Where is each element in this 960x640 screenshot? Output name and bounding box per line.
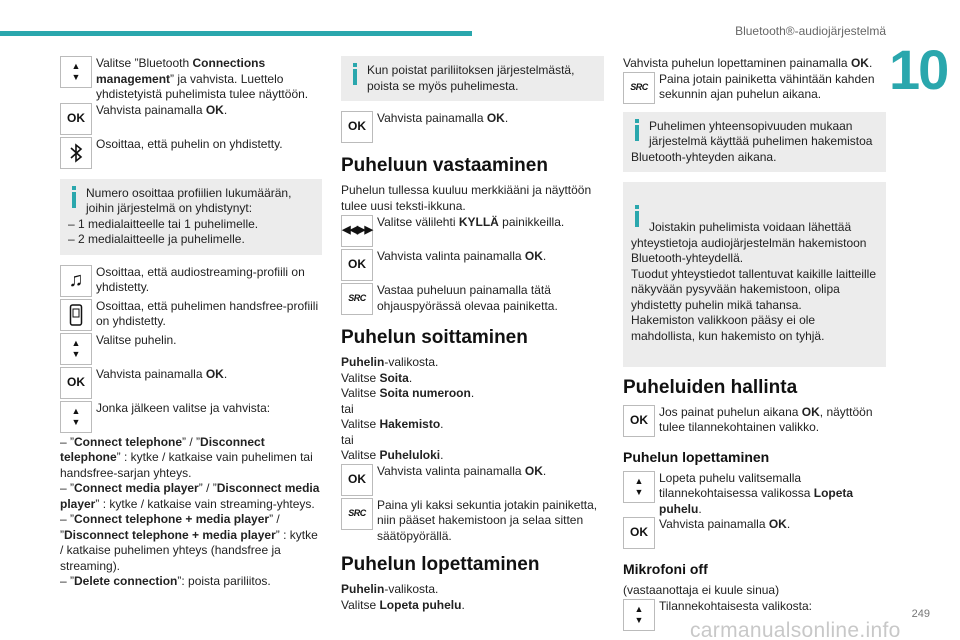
up-down-arrows-icon: ▲ ▼	[60, 333, 92, 365]
step-select-connections: ▲ ▼ Valitse ”Bluetooth Connections management” ja vahvista. Luettelo yhdistetyistä puhelimista tulee näyttöön.	[60, 56, 322, 103]
ok-button-icon: OK	[341, 111, 373, 143]
step-confirm-answer: OK Vahvista valinta painamalla OK.	[341, 249, 604, 283]
option-connect-telephone: – ”Connect telephone” / ”Disconnect telephone” : kytke / katkaise vain puhelimen tai handsfree-sarjan yhteys.	[60, 434, 313, 480]
info-box-contacts: Joistakin puhelimista voidaan lähettää yhteystietoja audiojärjestelmän hakemistoon Bluetooth-yhteydellä. Tuodut yhteystiedot tallentuvat kaikille laitteille näkyvään pysyvään hakemistoon, olipa yhdistetty puhelin mikä tahansa. Hakemiston valikkoon pääsy ei ole mahdollista, kun hakemisto on tyhjä.	[623, 182, 886, 367]
page-header-title: Bluetooth®-audiojärjestelmä	[735, 24, 886, 38]
end-menu-line: Puhelin-valikosta.	[341, 582, 439, 596]
answer-intro: Puhelun tullessa kuuluu merkkiääni ja näyttöön tulee uusi teksti-ikkuna.	[341, 183, 592, 213]
heading-end-call-sub: Puhelun lopettaminen	[623, 448, 770, 465]
left-right-arrows-icon: ◀◀▶▶	[341, 215, 373, 247]
option-connect-both: – ”Connect telephone + media player” / ”Disconnect telephone + media player” : kytke / katkaise puhelimen yhteys (handsfree ja streaming).	[60, 512, 318, 573]
call-select-call: Valitse Soita.	[341, 370, 413, 385]
step-confirm-end: OK Vahvista painamalla OK.	[623, 517, 886, 551]
step-select-phone: ▲ ▼ Valitse puhelin.	[60, 333, 322, 367]
option-delete-connection: – ”Delete connection”: poista pariliitos.	[60, 574, 271, 588]
or-text: tai	[341, 401, 354, 416]
info-icon	[349, 63, 361, 87]
up-down-arrows-icon: ▲ ▼	[623, 471, 655, 503]
ok-button-icon: OK	[60, 367, 92, 399]
info-box-profiles: Numero osoittaa profiilien lukumäärän, joihin järjestelmä on yhdistynyt: – 1 medialaitteelle tai 1 puhelimelle. – 2 medialaitteelle ja puhelimelle.	[60, 179, 322, 255]
heading-mic-off: Mikrofoni off	[623, 561, 708, 577]
step-select-yes: ◀◀▶▶ Valitse välilehti KYLLÄ painikkeilla.	[341, 215, 604, 249]
column-3	[623, 56, 886, 633]
call-select-number: Valitse Soita numeroon.	[341, 386, 475, 400]
music-note-icon: ♫	[60, 265, 92, 297]
option-connect-media: – ”Connect media player” / ”Disconnect media player” : kytke / katkaise vain streaming-yhteys.	[60, 481, 320, 511]
end-select-line: Valitse Lopeta puhelu.	[341, 597, 465, 612]
step-mic-context: ▲ ▼ Tilannekohtaisesta valikosta:	[623, 599, 886, 633]
info-box-remove-pairing: Kun poistat pariliitoksen järjestelmästä, poista se myös puhelimesta.	[341, 56, 604, 101]
step-confirm-ok: OK Vahvista painamalla OK.	[60, 103, 322, 137]
step-select-end-call: ▲ ▼ Lopeta puhelu valitsemalla tilannekohtaisessa valikossa Lopeta puhelu.	[623, 471, 886, 518]
heading-make-call: Puhelun soittaminen	[341, 327, 528, 348]
heading-answer-call: Puheluun vastaaminen	[341, 155, 548, 176]
end-confirm-text: Vahvista puhelun lopettaminen painamalla OK.	[623, 56, 873, 70]
step-handsfree: Osoittaa, että puhelimen handsfree-profiili on yhdistetty.	[60, 299, 322, 333]
step-confirm-call: OK Vahvista valinta painamalla OK.	[341, 464, 604, 498]
step-confirm-ok: OK Vahvista painamalla OK.	[341, 111, 604, 145]
step-steering-directory: SRC Paina yli kaksi sekuntia jotakin painiketta, niin pääset hakemistoon ja selaa sitten säätöpyörällä.	[341, 498, 604, 545]
mobile-phone-icon	[60, 299, 92, 331]
ok-button-icon: OK	[623, 517, 655, 549]
or-text: tai	[341, 432, 354, 447]
info-icon	[68, 186, 80, 210]
src-steering-button-icon: SRC	[341, 498, 373, 530]
step-confirm-ok-2: OK Vahvista painamalla OK.	[60, 367, 322, 401]
step-audio-streaming: ♫ Osoittaa, että audiostreaming-profiili on yhdistetty.	[60, 265, 322, 299]
step-context-menu: OK Jos painat puhelun aikana OK, näyttöön tulee tilannekohtainen valikko.	[623, 405, 886, 439]
ok-button-icon: OK	[341, 249, 373, 281]
heading-end-call: Puhelun lopettaminen	[341, 554, 540, 575]
page-number: 249	[911, 607, 930, 620]
call-select-directory: Valitse Hakemisto.	[341, 417, 444, 431]
up-down-arrows-icon: ▲ ▼	[60, 56, 92, 88]
call-menu-line: Puhelin-valikosta.	[341, 355, 439, 369]
mic-note: (vastaanottaja ei kuule sinua)	[623, 583, 780, 597]
step-phone-connected: Osoittaa, että puhelin on yhdistetty.	[60, 137, 322, 173]
up-down-arrows-icon: ▲ ▼	[60, 401, 92, 433]
column-1	[60, 56, 322, 590]
up-down-arrows-icon: ▲ ▼	[623, 599, 655, 631]
chapter-number: 10	[889, 38, 948, 101]
info-icon	[631, 119, 643, 143]
heading-manage-calls: Puheluiden hallinta	[623, 376, 798, 398]
step-select-confirm: ▲ ▼ Jonka jälkeen valitse ja vahvista:	[60, 401, 322, 435]
watermark: carmanualsonline.info	[690, 618, 901, 640]
header-accent-bar	[0, 31, 472, 36]
ok-button-icon: OK	[623, 405, 655, 437]
step-steering-end: SRC Paina jotain painiketta vähintään kahden sekunnin ajan puhelun aikana.	[623, 72, 886, 106]
bluetooth-icon	[60, 137, 92, 169]
src-steering-button-icon: SRC	[623, 72, 655, 104]
call-select-log: Valitse Puheluloki.	[341, 448, 444, 462]
ok-button-icon: OK	[341, 464, 373, 496]
info-box-compatibility: Puhelimen yhteensopivuuden mukaan järjestelmä käyttää puhelimen hakemistoa Bluetooth-yhteyden aikana.	[623, 112, 886, 173]
src-steering-button-icon: SRC	[341, 283, 373, 315]
step-steering-answer: SRC Vastaa puheluun painamalla tätä ohjauspyörässä olevaa painiketta.	[341, 283, 604, 317]
info-icon	[631, 205, 643, 229]
column-2	[341, 56, 604, 613]
ok-button-icon: OK	[60, 103, 92, 135]
